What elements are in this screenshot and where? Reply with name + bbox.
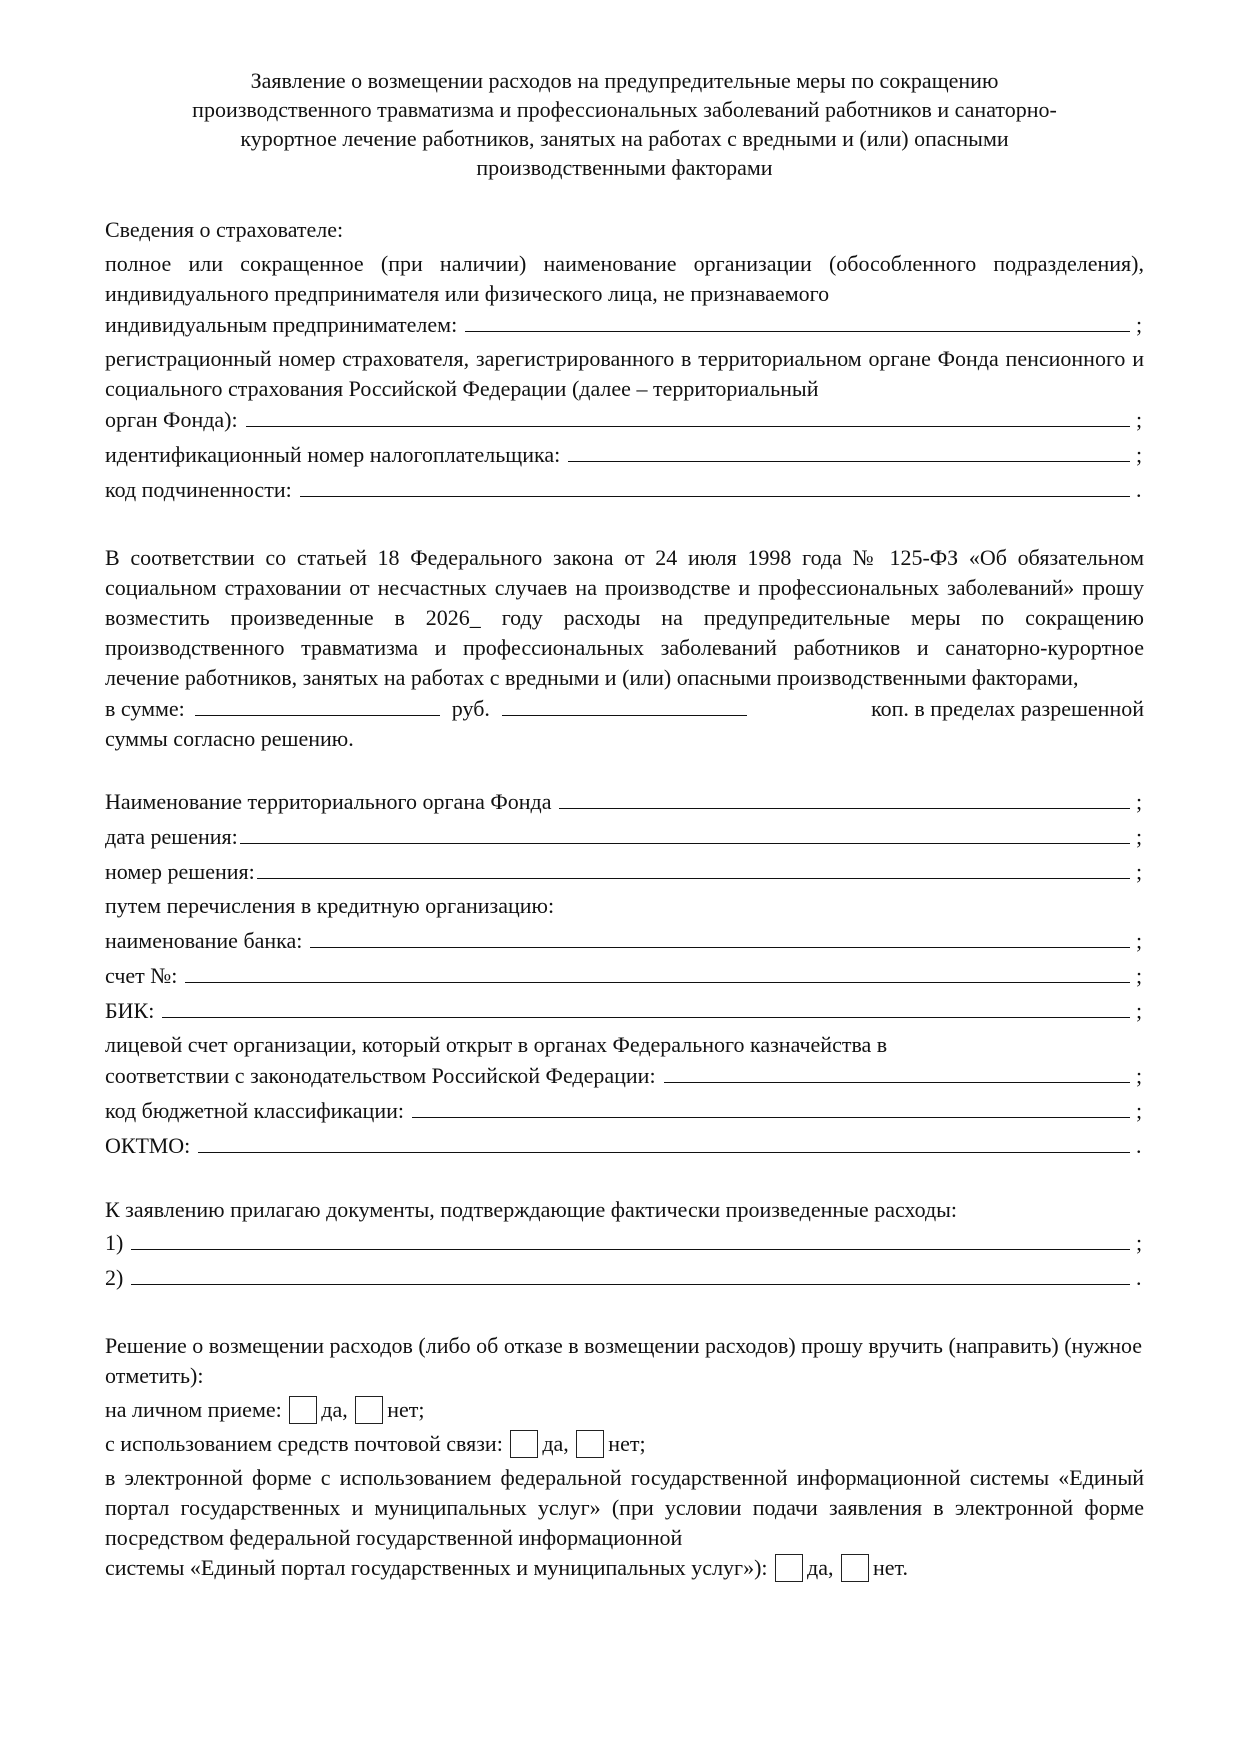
- kbk-field[interactable]: [412, 1095, 1130, 1118]
- inn-label: идентификационный номер налогоплательщика:: [105, 442, 561, 467]
- punct: ;: [1136, 1063, 1143, 1088]
- electronic-no-checkbox[interactable]: [841, 1554, 869, 1582]
- attachment-number-1: 1): [105, 1230, 124, 1255]
- attachment-field-2[interactable]: [131, 1262, 1130, 1285]
- treasury-label: соответствии с законодательством Российской Федерации:: [105, 1063, 656, 1088]
- attachment-row-2: [105, 1262, 1144, 1293]
- title-line-2: производственного травматизма и профессиональных заболеваний работников и санаторно-: [192, 97, 1057, 122]
- request-text: В соответствии со статьей 18 Федерального закона от 24 июля 1998 года № 125-ФЗ «Об обязательном социальном страховании от несчастных случаев на производстве и профессиональных заболеваний» прошу возместить произведенные в 2026_ году расходы на предупредительные меры по сокращению производственного травматизма и профессиональных заболеваний работников и санаторно-курортное лечение работников, занятых на работах с вредными и (или) опасными производственными факторами,: [105, 545, 1144, 690]
- punct: ;: [1136, 859, 1143, 884]
- electronic-yes-checkbox[interactable]: [775, 1554, 803, 1582]
- title-line-1: Заявление о возмещении расходов на предупредительные меры по сокращению: [250, 68, 999, 93]
- decision-date-field[interactable]: [240, 821, 1130, 844]
- subordination-field[interactable]: [300, 474, 1130, 497]
- insurer-name-field[interactable]: [465, 309, 1130, 332]
- no-label: нет.: [872, 1555, 908, 1580]
- kop-field[interactable]: [502, 693, 747, 716]
- postal-label: с использованием средств почтовой связи:: [105, 1431, 503, 1456]
- bank-field[interactable]: [310, 925, 1130, 948]
- punct: ;: [1136, 1230, 1143, 1255]
- punct: ;: [1136, 998, 1143, 1023]
- kbk-row: [105, 1095, 1144, 1126]
- personal-yes-checkbox[interactable]: [289, 1396, 317, 1424]
- postal-row: [105, 1429, 1144, 1459]
- punct: ;: [1136, 963, 1143, 988]
- electronic-row: [105, 1553, 1144, 1583]
- rub-label: руб.: [451, 696, 490, 721]
- treasury-field[interactable]: [664, 1060, 1130, 1083]
- title-line-3: курортное лечение работников, занятых на работах с вредными и (или) опасными: [240, 126, 1009, 151]
- bik-row: [105, 995, 1144, 1026]
- postal-yes-checkbox[interactable]: [510, 1430, 538, 1458]
- punct: .: [1136, 477, 1142, 502]
- no-label: нет;: [608, 1431, 646, 1456]
- no-label: нет;: [387, 1397, 425, 1422]
- account-label: счет №:: [105, 963, 178, 988]
- electronic-label: системы «Единый портал государственных и муниципальных услуг»):: [105, 1555, 768, 1580]
- electronic-text: в электронной форме с использованием федеральной государственной информационной системы «Единый портал государственных и муниципальных услуг» (при условии подачи заявления в электронной форме посредством федеральной государственной информационной: [105, 1465, 1144, 1550]
- attachment-row-1: [105, 1227, 1144, 1258]
- insurer-name-text: полное или сокращенное (при наличии) наименование организации (обособленного подразделения), индивидуального предпринимателя или физического лица, не признаваемого: [105, 251, 1144, 306]
- yes-label: да,: [321, 1397, 348, 1422]
- punct: ;: [1136, 407, 1143, 432]
- decision-number-label: номер решения:: [105, 859, 255, 884]
- treasury-text: лицевой счет организации, который открыт в органах Федерального казначейства в: [105, 1032, 888, 1057]
- punct: ;: [1136, 442, 1143, 467]
- subordination-row: [105, 474, 1144, 505]
- personal-label: на личном приеме:: [105, 1397, 282, 1422]
- punct: ;: [1136, 928, 1143, 953]
- bank-label: наименование банка:: [105, 928, 303, 953]
- sum-label: в сумме:: [105, 696, 185, 721]
- request-tail: суммы согласно решению.: [105, 726, 354, 751]
- punct: ;: [1136, 312, 1143, 337]
- subordination-label: код подчиненности:: [105, 477, 292, 502]
- personal-no-checkbox[interactable]: [355, 1396, 383, 1424]
- insurer-name-label: индивидуальным предпринимателем:: [105, 312, 458, 337]
- inn-row: [105, 439, 1144, 470]
- fund-name-row: [105, 786, 1144, 817]
- punct: ;: [1136, 789, 1143, 814]
- oktmo-row: [105, 1130, 1144, 1161]
- inn-field[interactable]: [568, 439, 1130, 462]
- reg-number-row: [105, 404, 1144, 435]
- insurer-name-row: [105, 309, 1144, 340]
- bank-row: [105, 925, 1144, 956]
- transfer-text: путем перечисления в кредитную организацию:: [105, 893, 555, 918]
- reg-number-text: регистрационный номер страхователя, зарегистрированного в территориальном органе Фонда пенсионного и социального страхования Российской Федерации (далее – территориальный: [105, 346, 1144, 401]
- decision-number-field[interactable]: [257, 856, 1130, 879]
- sum-row: [105, 693, 1144, 724]
- bik-field[interactable]: [162, 995, 1130, 1018]
- oktmo-field[interactable]: [198, 1130, 1130, 1153]
- title-line-4: производственными факторами: [476, 155, 773, 180]
- decision-date-row: [105, 821, 1144, 852]
- punct: .: [1136, 1133, 1142, 1158]
- account-field[interactable]: [185, 960, 1130, 983]
- treasury-row: [105, 1060, 1144, 1091]
- kop-label: коп. в пределах разрешенной: [871, 696, 1144, 721]
- yes-label: да,: [542, 1431, 569, 1456]
- rub-field[interactable]: [195, 693, 440, 716]
- personal-row: [105, 1395, 1144, 1425]
- attachment-field-1[interactable]: [131, 1227, 1130, 1250]
- yes-label: да,: [807, 1555, 834, 1580]
- form-title: [105, 66, 1144, 182]
- reg-number-field[interactable]: [246, 404, 1130, 427]
- punct: .: [1136, 1265, 1142, 1290]
- delivery-heading: Решение о возмещении расходов (либо об отказе в возмещении расходов) прошу вручить (направить) (нужное отметить):: [105, 1333, 1143, 1388]
- oktmo-label: ОКТМО:: [105, 1133, 191, 1158]
- account-row: [105, 960, 1144, 991]
- fund-name-label: Наименование территориального органа Фонда: [105, 789, 552, 814]
- punct: ;: [1136, 1098, 1143, 1123]
- punct: ;: [1136, 824, 1143, 849]
- postal-no-checkbox[interactable]: [576, 1430, 604, 1458]
- reg-number-label: орган Фонда):: [105, 407, 238, 432]
- fund-name-field[interactable]: [559, 786, 1130, 809]
- decision-date-label: дата решения:: [105, 824, 238, 849]
- decision-number-row: [105, 856, 1144, 887]
- insurer-heading: Сведения о страхователе:: [105, 217, 344, 242]
- kbk-label: код бюджетной классификации:: [105, 1098, 404, 1123]
- application-form: [105, 66, 1144, 1583]
- attachment-number-2: 2): [105, 1265, 124, 1290]
- attachments-heading: К заявлению прилагаю документы, подтверждающие фактически произведенные расходы:: [105, 1197, 958, 1222]
- bik-label: БИК:: [105, 998, 155, 1023]
